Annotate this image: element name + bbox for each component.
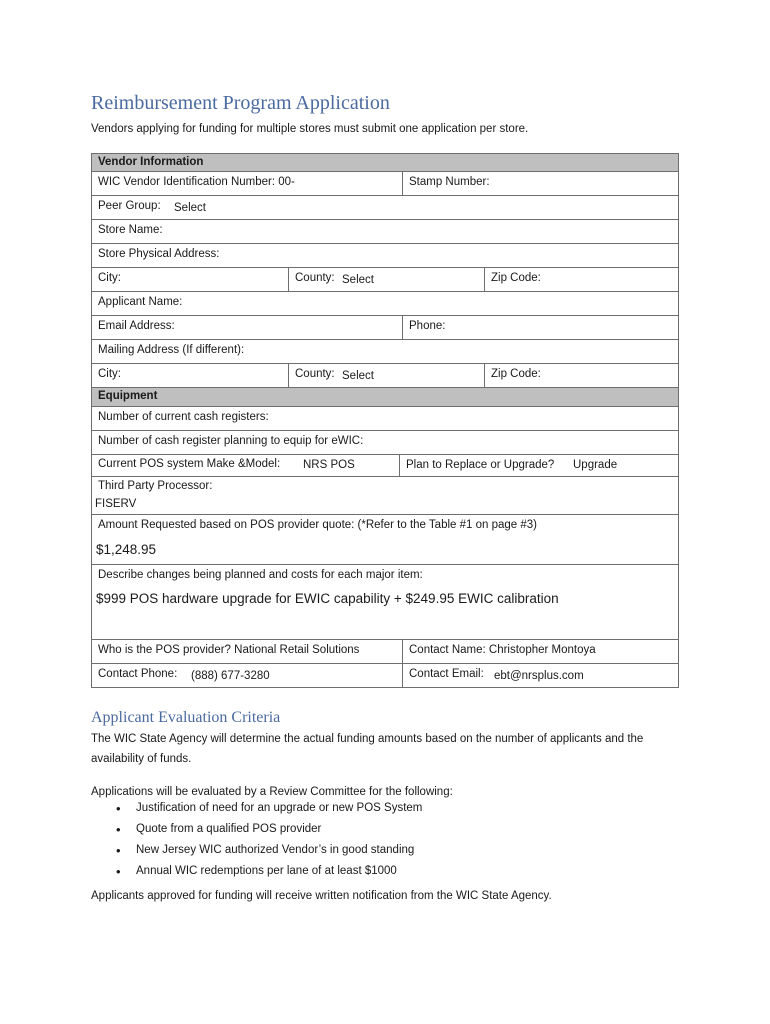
row-amount-requested <box>91 515 679 565</box>
criteria-heading: Applicant Evaluation Criteria <box>91 709 281 726</box>
page-title: Reimbursement Program Application <box>91 92 390 114</box>
mailing-address-label: Mailing Address (If different): <box>98 344 245 356</box>
amount-requested-value[interactable]: $1,248.95 <box>96 542 157 557</box>
list-item: • Justification of need for an upgrade or new POS System <box>108 802 422 823</box>
processor-label: Third Party Processor: <box>98 480 213 492</box>
stamp-number-field[interactable] <box>402 172 678 195</box>
store-name-label: Store Name: <box>98 224 163 236</box>
wic-id-field[interactable] <box>92 172 399 195</box>
row-third-party-processor <box>91 477 679 515</box>
row-store-name[interactable] <box>91 220 679 244</box>
amount-requested-label: Amount Requested based on POS provider quote: (*Refer to the Table #1 on page #3) <box>98 519 537 531</box>
contact-phone-field <box>92 664 402 687</box>
stamp-number-label: Stamp Number: <box>409 176 490 188</box>
processor-value[interactable]: FISERV <box>95 498 137 510</box>
row-ewic-registers[interactable] <box>91 431 679 455</box>
phone-label: Phone: <box>409 320 446 332</box>
city-label: City: <box>98 272 121 284</box>
row-store-address[interactable] <box>91 244 679 268</box>
applicant-name-label: Applicant Name: <box>98 296 183 308</box>
pos-system-field <box>92 455 399 476</box>
email-label: Email Address: <box>98 320 175 332</box>
ewic-registers-label: Number of cash register planning to equip for eWIC: <box>98 435 364 447</box>
mailing-zip-field[interactable] <box>484 364 678 387</box>
mailing-city-label: City: <box>98 368 121 380</box>
county-label: County: <box>295 272 335 284</box>
contact-name-field[interactable] <box>402 640 678 663</box>
row-mailing-city-county-zip <box>91 364 679 388</box>
contact-name-label: Contact Name: Christopher Montoya <box>409 644 596 656</box>
mailing-county-field <box>288 364 484 387</box>
email-field[interactable] <box>92 316 402 339</box>
vendor-section-header <box>91 153 679 172</box>
equipment-section-title: Equipment <box>98 390 158 402</box>
replace-upgrade-select[interactable]: Upgrade <box>573 459 618 471</box>
mailing-city-field[interactable] <box>92 364 285 387</box>
list-item: • New Jersey WIC authorized Vendor’s in good standing <box>108 844 422 865</box>
peer-group-select[interactable]: Select <box>174 202 206 214</box>
row-mailing-address[interactable] <box>91 340 679 364</box>
criteria-list <box>108 802 422 886</box>
replace-upgrade-field <box>399 455 678 476</box>
row-current-registers[interactable] <box>91 407 679 431</box>
row-city-county-zip <box>91 268 679 292</box>
list-item: • Quote from a qualified POS provider <box>108 823 422 844</box>
city-field[interactable] <box>92 268 285 291</box>
pos-provider-label: Who is the POS provider? National Retail Solutions <box>98 644 360 656</box>
pos-system-label: Current POS system Make &Model: <box>98 458 281 470</box>
row-contact-phone-email <box>91 664 679 688</box>
county-select[interactable]: Select <box>342 274 374 286</box>
pos-provider-field[interactable] <box>92 640 402 663</box>
application-form <box>91 153 679 688</box>
row-applicant-name[interactable] <box>91 292 679 316</box>
contact-email-label: Contact Email: <box>409 668 484 680</box>
mailing-county-label: County: <box>295 368 335 380</box>
county-field <box>288 268 484 291</box>
vendor-section-title: Vendor Information <box>98 156 204 168</box>
planned-changes-label: Describe changes being planned and costs for each major item: <box>98 569 423 581</box>
criteria-closing: Applicants approved for funding will receive written notification from the WIC State Agency. <box>91 890 552 902</box>
row-wic-id <box>91 172 679 196</box>
replace-upgrade-label: Plan to Replace or Upgrade? <box>406 459 555 471</box>
criteria-review-intro: Applications will be evaluated by a Review Committee for the following: <box>91 786 453 798</box>
contact-phone-value[interactable]: (888) 677-3280 <box>191 670 270 682</box>
contact-email-value[interactable]: ebt@nrsplus.com <box>494 670 584 682</box>
row-email-phone <box>91 316 679 340</box>
row-pos-provider <box>91 640 679 664</box>
zip-label: Zip Code: <box>491 272 541 284</box>
wic-id-label: WIC Vendor Identification Number: 00- <box>98 176 295 188</box>
mailing-zip-label: Zip Code: <box>491 368 541 380</box>
contact-email-field <box>402 664 678 687</box>
phone-field[interactable] <box>402 316 678 339</box>
list-item: • Annual WIC redemptions per lane of at least $1000 <box>108 865 422 886</box>
page-subtitle: Vendors applying for funding for multiple stores must submit one application per store. <box>91 123 529 135</box>
criteria-intro: The WIC State Agency will determine the actual funding amounts based on the number of applicants and the availability of funds. <box>91 733 644 765</box>
mailing-county-select[interactable]: Select <box>342 370 374 382</box>
current-registers-label: Number of current cash registers: <box>98 411 269 423</box>
contact-phone-label: Contact Phone: <box>98 668 178 680</box>
row-peer-group <box>91 196 679 220</box>
store-address-label: Store Physical Address: <box>98 248 220 260</box>
row-pos-system <box>91 455 679 477</box>
planned-changes-value[interactable]: $999 POS hardware upgrade for EWIC capability + $249.95 EWIC calibration <box>96 591 559 606</box>
pos-system-value[interactable]: NRS POS <box>303 459 355 471</box>
zip-field[interactable] <box>484 268 678 291</box>
row-planned-changes <box>91 565 679 640</box>
peer-group-label: Peer Group: <box>98 200 161 212</box>
equipment-section-header <box>91 388 679 407</box>
